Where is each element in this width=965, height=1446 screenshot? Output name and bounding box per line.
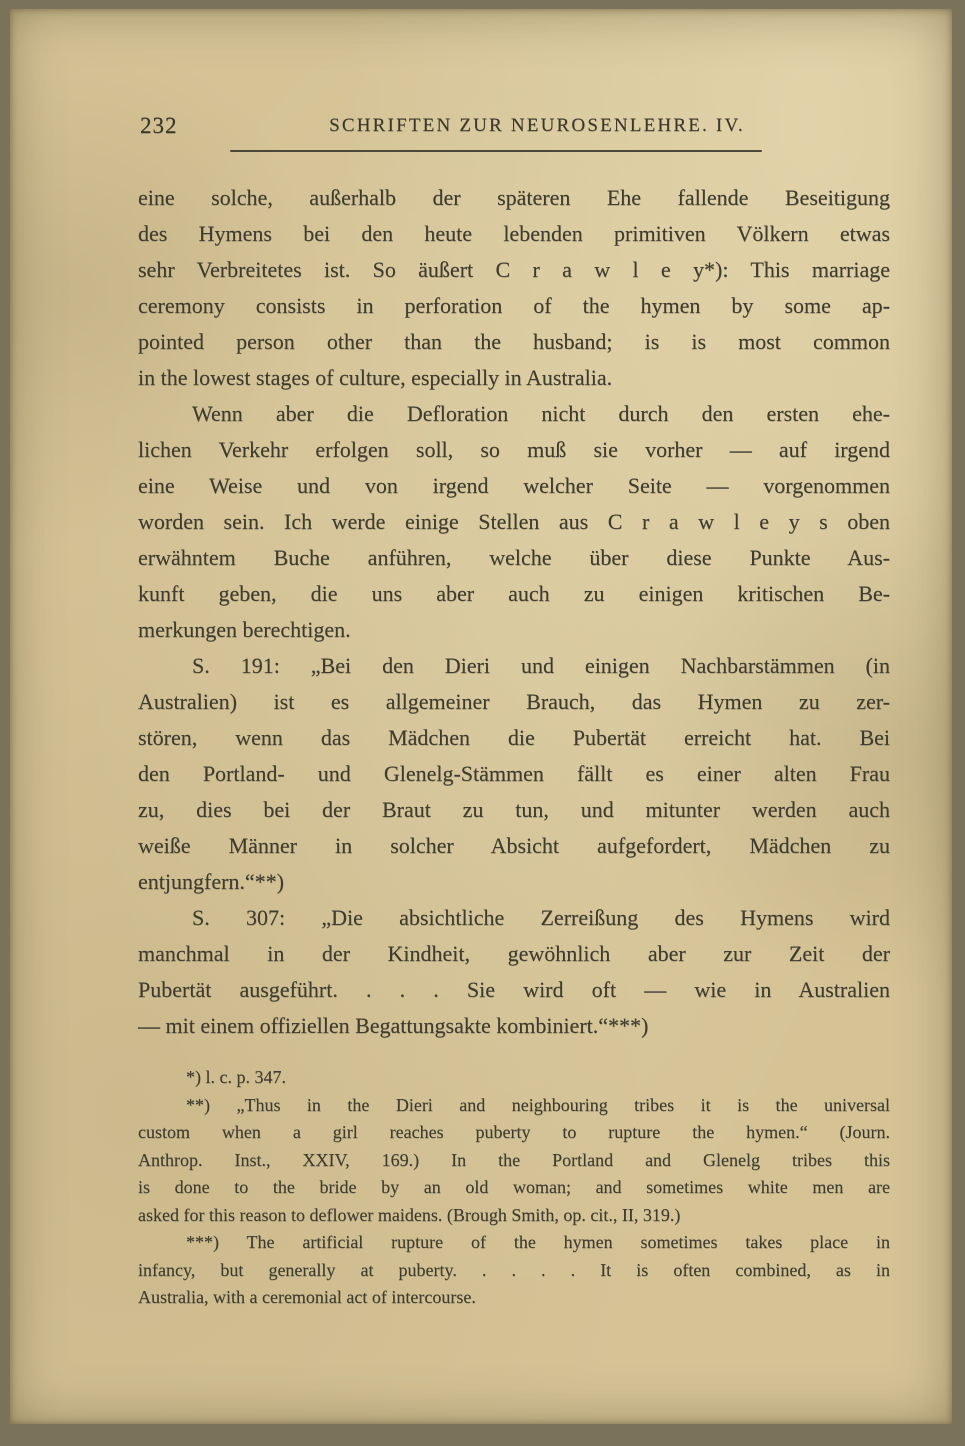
text-line: kunft geben, die uns aber auch zu einigen kritischen Be-	[138, 581, 890, 606]
text-line: S. 191: „Bei den Dieri und einigen Nachbarstämmen (in	[192, 653, 890, 678]
text-line: merkungen berechtigen.	[138, 617, 351, 642]
paper-page	[10, 9, 952, 1424]
text-line: Pubertät ausgeführt. . . . Sie wird oft — wie in Australien	[138, 977, 890, 1002]
body-paragraph	[138, 180, 890, 396]
footnote	[138, 1092, 890, 1230]
footnote-line: infancy, but generally at puberty. . . . . It is often combined, as in	[138, 1259, 890, 1280]
text-line: manchmal in der Kindheit, gewöhnlich aber zur Zeit der	[138, 941, 890, 966]
footnotes-section	[138, 1064, 890, 1312]
footnote-line: is done to the bride by an old woman; and sometimes white men are	[138, 1177, 890, 1197]
text-line: entjungfern.“**)	[138, 869, 284, 894]
footnote-line: **) „Thus in the Dieri and neighbouring tribes it is the universal	[186, 1094, 890, 1115]
text-line: pointed person other than the husband; is is most common	[138, 329, 890, 354]
text-line: Wenn aber die Defloration nicht durch den ersten ehe-	[192, 401, 890, 426]
text-line: des Hymens bei den heute lebenden primitiven Völkern etwas	[138, 221, 890, 246]
text-line: in the lowest stages of culture, especially in Australia.	[138, 365, 613, 390]
page-content	[138, 9, 890, 1312]
text-line: lichen Verkehr erfolgen soll, so muß sie vorher — auf irgend	[138, 437, 890, 462]
body-paragraph	[138, 900, 890, 1044]
text-line: worden sein. Ich werde einige Stellen aus C r a w l e y s oben	[138, 509, 890, 534]
text-line: erwähntem Buche anführen, welche über diese Punkte Aus-	[138, 545, 890, 570]
footnote-line: asked for this reason to deflower maidens. (Brough Smith, op. cit., II, 319.)	[138, 1204, 681, 1225]
footnote-line: custom when a girl reaches puberty to rupture the hymen.“ (Journ.	[138, 1122, 890, 1142]
running-header: SCHRIFTEN ZUR NEUROSENLEHRE. IV.	[329, 115, 745, 136]
text-line: S. 307: „Die absichtliche Zerreißung des Hymens wird	[192, 905, 890, 930]
text-line: weiße Männer in solcher Absicht aufgefordert, Mädchen zu	[138, 833, 890, 858]
footnote-line: *) l. c. p. 347.	[186, 1067, 286, 1087]
page-header	[138, 112, 890, 142]
text-line: stören, wenn das Mädchen die Pubertät erreicht hat. Bei	[138, 725, 890, 750]
page-number: 232	[140, 113, 178, 138]
text-line: eine solche, außerhalb der späteren Ehe fallende Beseitigung	[138, 185, 890, 210]
footnote-line: Australia, with a ceremonial act of intercourse.	[138, 1287, 476, 1307]
text-line: den Portland- und Glenelg-Stämmen fällt es einer alten Frau	[138, 761, 890, 786]
footnote	[138, 1064, 890, 1092]
text-line: eine Weise und von irgend welcher Seite — vorgenommen	[138, 473, 890, 498]
text-line: sehr Verbreitetes ist. So äußert C r a w l e y*): This marriage	[138, 257, 890, 282]
footnote-line: Anthrop. Inst., XXIV, 169.) In the Portland and Glenelg tribes this	[138, 1149, 890, 1170]
footnote-line: ***) The artificial rupture of the hymen sometimes takes place in	[186, 1232, 890, 1252]
body-paragraph	[138, 648, 890, 900]
text-line: zu, dies bei der Braut zu tun, und mitunter werden auch	[138, 797, 890, 822]
footnote	[138, 1229, 890, 1312]
text-line: ceremony consists in perforation of the hymen by some ap-	[138, 293, 890, 318]
text-line: — mit einem offiziellen Begattungsakte kombiniert.“***)	[138, 1013, 649, 1038]
body-paragraph	[138, 396, 890, 648]
header-rule	[230, 150, 762, 152]
text-line: Australien) ist es allgemeiner Brauch, das Hymen zu zer-	[138, 689, 890, 714]
page-body	[138, 180, 890, 1044]
